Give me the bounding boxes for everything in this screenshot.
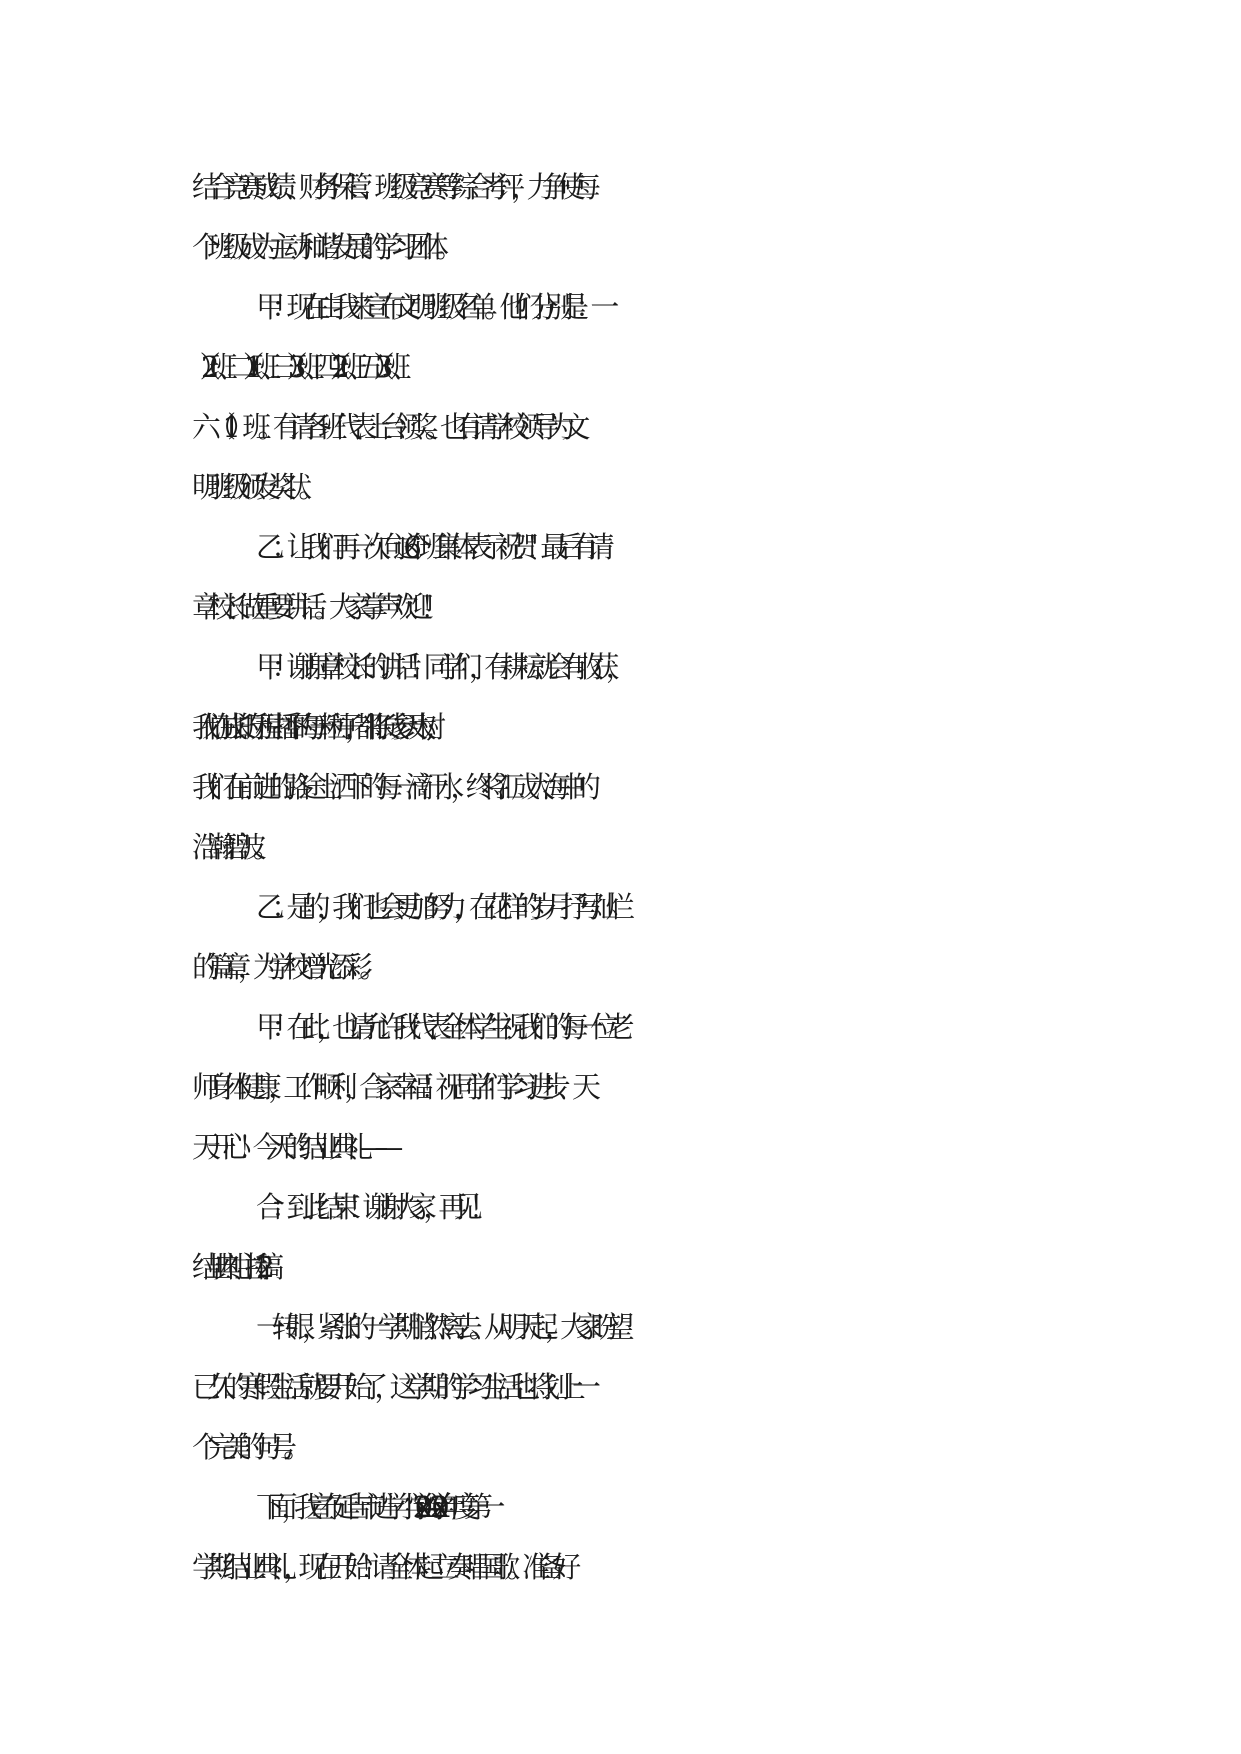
document-body [192,157,1054,1597]
text-line: 师身体健康，工作顺利，合家幸福！祝同学们学习进步、天 [192,1070,588,1104]
section-heading: 结业典礼主持稿 2 [192,1250,257,1284]
text-line: 个完美的句号。 [192,1430,299,1464]
text-line: 一转眼，紧张的一学期悄然离去。从明天起，大家盼望 [256,1310,621,1344]
text-line: 的篇章，为学校增光添彩。 [192,950,375,984]
text-line: 下面，我宣布延吉市进学小学 20xx—20xx 学年度第一 [256,1490,490,1524]
text-line: 乙：是的，我们也会更加努力，在花样的岁月抒写灿烂 [256,890,621,924]
text-line: 章校长做重要讲话。大家掌声欢迎！ [192,590,436,624]
text-line: 浩瀚碧波。 [192,830,269,864]
text-line: （2）班、二（1）班、三（3）班、四（2）班、五（3）班、 [192,350,401,384]
text-line: 结合竞赛成绩、财务保管、班级竞赛等综合考评，力争使每 [192,170,588,204]
text-line: 乙：让我们再一次向这 6 个班集体表示祝贺！最后有请 [256,530,602,564]
text-line: 合：到此结束！谢谢大家，再见！ [256,1190,485,1224]
text-line: 甲：现在由我来宣布文明班级名单。他们分别是：一 [256,290,606,324]
text-line: 甲：谢谢章校长的讲话！同学们，有耕耘就会有收获， [256,650,621,684]
text-line: 我们在前进的路途上洒下的每一滴汗水，终将汇成大海中的 [192,770,588,804]
text-line: 已久的寒假生活就要开始了，这学期的学习生活也将划上一 [192,1370,588,1404]
text-line: 明班级颁发奖状。 [192,470,314,504]
text-line: 天开心！今天的结业典礼—— [192,1130,390,1164]
text-line: 个班级成为主动和谐发展的学习团体。 [192,230,451,264]
text-line: 甲：在此，也请允许我代表全体学生祝我们的每一位老 [256,1010,621,1044]
text-line: 我们在成长的历程中播下的每一粒种子，都将长成参天大树; [192,710,416,744]
text-line: 学期结业典礼，现在开始！ 请全体起立奏唱国歌。准备好 [192,1550,568,1584]
text-line: 六（1）班。有请各班代表上台领奖。也有请学校领导为文 [192,410,577,444]
